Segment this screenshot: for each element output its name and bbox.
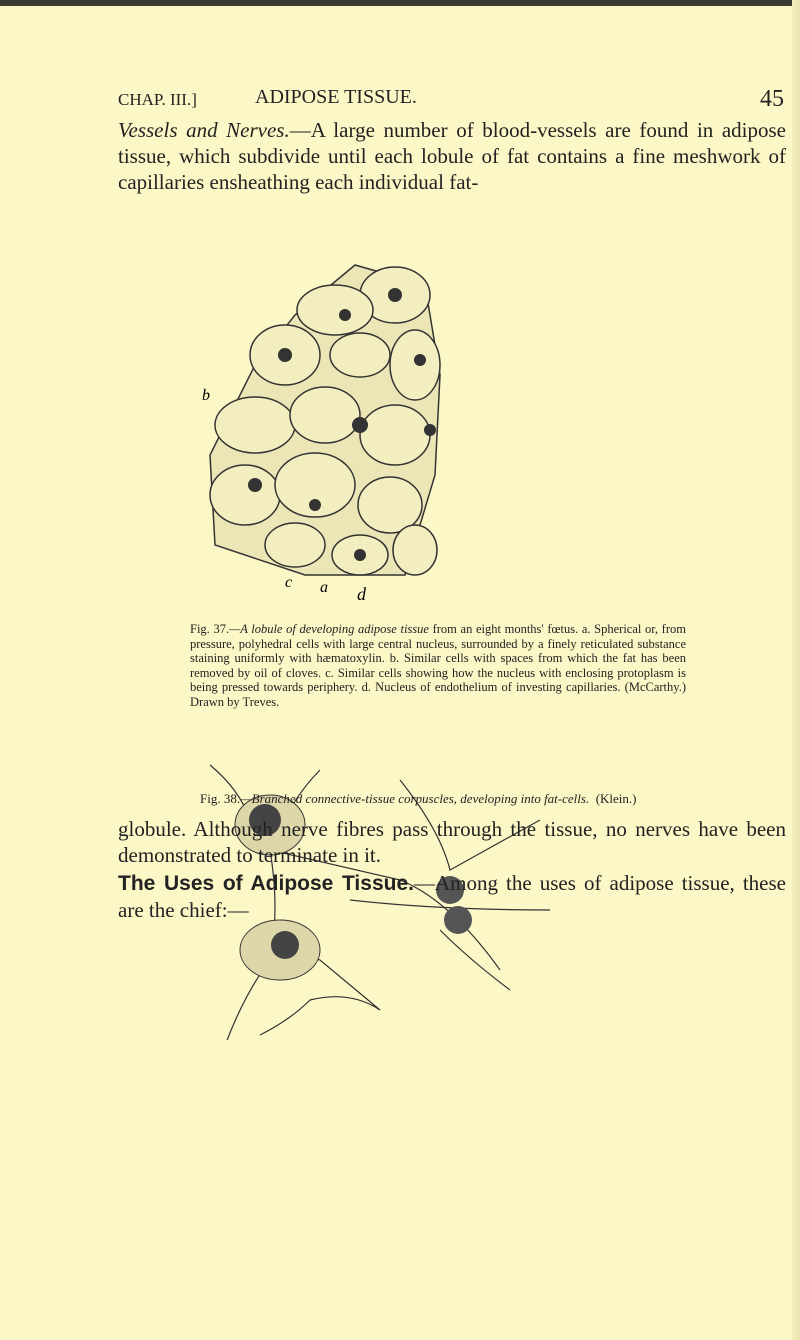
paragraph-text: —Among the uses of adipose tissue, these are the chief:— bbox=[118, 871, 786, 922]
caption-credit: (Klein.) bbox=[595, 791, 637, 806]
caption-title: —Branched connective-tissue corpuscles, developing into fat-cells. bbox=[240, 791, 590, 806]
figure-38-caption bbox=[200, 792, 760, 807]
label-d: d bbox=[357, 584, 366, 600]
running-head-chapter: CHAP. III.] bbox=[118, 90, 197, 109]
paragraph-heading: The Uses of Adipose Tissue. bbox=[118, 872, 414, 895]
caption-text: from an eight months' fœtus. a. Spherical or, from pressure, polyhedral cells with large central nucleus, surrounded by a finely reticulated substance staining uniformly with hæmatoxylin. b. Similar cells with spaces from which the fat has been removed by oil of cloves. c. Similar cells showing how the nucleus with enclosing protoplasm is being pressed towards periphery. d. Nucleus of endothelium of investing capillaries. (McCarthy.) Drawn by Treves. bbox=[190, 622, 686, 709]
caption-label: Fig. 37. bbox=[190, 622, 230, 636]
paragraph-vessels-nerves bbox=[118, 117, 786, 195]
label-b: b bbox=[202, 387, 210, 404]
page-edge bbox=[792, 0, 800, 1340]
paragraph-uses bbox=[118, 870, 786, 923]
paragraph-heading: Vessels and Nerves. bbox=[118, 118, 290, 142]
figure-37-lobule-illustration bbox=[195, 255, 495, 600]
figure-37-caption bbox=[190, 622, 686, 709]
label-a: a bbox=[320, 579, 328, 596]
running-head-title: ADIPOSE TISSUE. bbox=[255, 86, 417, 108]
caption-label: Fig. 38. bbox=[200, 791, 241, 806]
caption-title: —A lobule of developing adipose tissue bbox=[229, 622, 429, 636]
page-number: 45 bbox=[760, 86, 784, 112]
paragraph-text: —A large number of blood-vessels are found in adipose tissue, which subdivide until each lobule of fat contains a fine meshwork of capillaries ensheathing each individual fat- bbox=[118, 118, 787, 194]
paragraph-nerves: globule. Although nerve fibres pass through the tissue, no nerves have been demonstrated to terminate in it. bbox=[118, 817, 786, 867]
scan-edge bbox=[0, 0, 800, 6]
label-c: c bbox=[285, 574, 293, 591]
